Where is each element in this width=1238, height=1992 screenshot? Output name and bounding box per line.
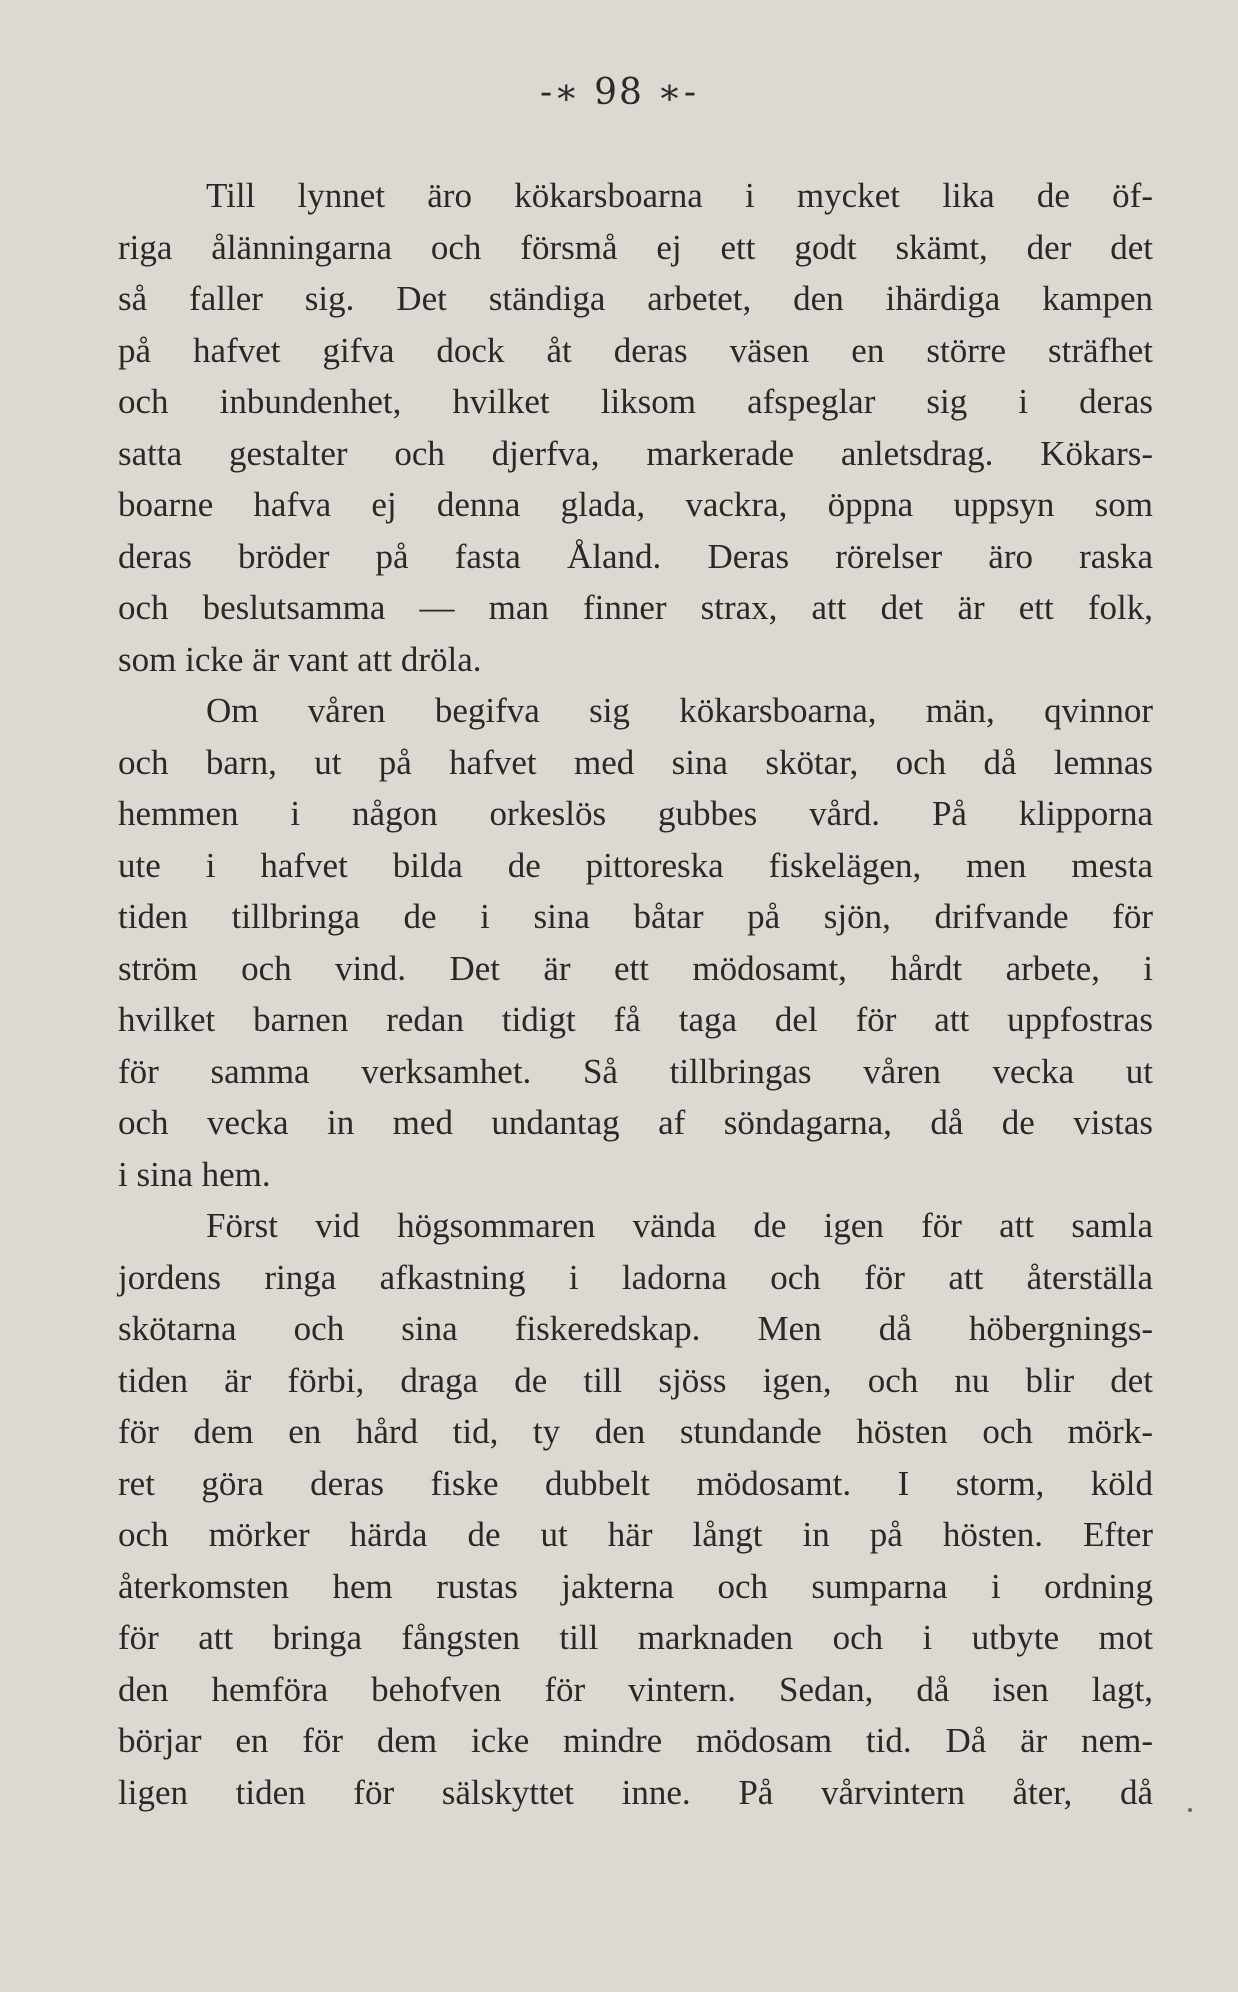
text-line: hvilket barnen redan tidigt få taga del för att uppfostras	[118, 1000, 1153, 1039]
page-number: -∗ 98 ∗-	[540, 72, 698, 113]
text-line: tiden är förbi, draga de till sjöss igen, och nu blir det	[118, 1360, 1153, 1400]
text-line: och barn, ut på hafvet med sina skötar, och då lemnas	[118, 742, 1153, 782]
text-line: den hemföra behofven för vintern. Sedan, då isen lagt,	[118, 1669, 1153, 1709]
text-line: Först vid högsommaren vända de igen för att samla	[206, 1206, 1153, 1245]
print-speck	[1188, 1808, 1192, 1812]
text-line: ute i hafvet bilda de pittoreska fiskelägen, men mesta	[118, 845, 1153, 885]
text-line: deras bröder på fasta Åland. Deras rörelser äro raska	[118, 536, 1153, 576]
text-line: börjar en för dem icke mindre mödosam tid. Då är nem-	[118, 1721, 1153, 1760]
text-line: och vecka in med undantag af söndagarna, då de vistas	[118, 1103, 1153, 1142]
text-line: för att bringa fångsten till marknaden och i utbyte mot	[118, 1618, 1153, 1657]
text-line: boarne hafva ej denna glada, vackra, öppna uppsyn som	[118, 485, 1153, 524]
body-text	[118, 170, 1153, 1818]
text-line: så faller sig. Det ständiga arbetet, den ihärdiga kampen	[118, 279, 1153, 318]
text-line: på hafvet gifva dock åt deras väsen en större sträfhet	[118, 330, 1153, 370]
text-line: som icke är vant att dröla.	[118, 639, 482, 679]
text-line: hemmen i någon orkeslös gubbes vård. På klipporna	[118, 794, 1153, 833]
text-line: Om våren begifva sig kökarsboarna, män, qvinnor	[206, 691, 1153, 730]
text-line: Till lynnet äro kökarsboarna i mycket lika de öf-	[206, 176, 1153, 215]
text-line: ret göra deras fiske dubbelt mödosamt. I storm, köld	[118, 1463, 1153, 1503]
text-line: för dem en hård tid, ty den stundande hösten och mörk-	[118, 1412, 1153, 1451]
text-line: återkomsten hem rustas jakterna och sumparna i ordning	[118, 1566, 1153, 1606]
text-line: och beslutsamma — man finner strax, att det är ett folk,	[118, 588, 1153, 627]
text-line: ström och vind. Det är ett mödosamt, hårdt arbete, i	[118, 948, 1153, 988]
text-line: ligen tiden för sälskyttet inne. På vårvintern åter, då	[118, 1772, 1153, 1812]
text-line: och inbundenhet, hvilket liksom afspeglar sig i deras	[118, 382, 1153, 421]
text-line: och mörker härda de ut här långt in på hösten. Efter	[118, 1515, 1153, 1554]
text-line: jordens ringa afkastning i ladorna och för att återställa	[118, 1257, 1153, 1297]
text-line: satta gestalter och djerfva, markerade anletsdrag. Kökars-	[118, 433, 1153, 473]
text-line: tiden tillbringa de i sina båtar på sjön, drifvande för	[118, 897, 1153, 936]
text-line: skötarna och sina fiskeredskap. Men då höbergnings-	[118, 1309, 1153, 1348]
text-line: riga ålänningarna och försmå ej ett godt skämt, der det	[118, 227, 1153, 267]
text-line: i sina hem.	[118, 1154, 271, 1194]
text-line: för samma verksamhet. Så tillbringas våren vecka ut	[118, 1051, 1153, 1091]
